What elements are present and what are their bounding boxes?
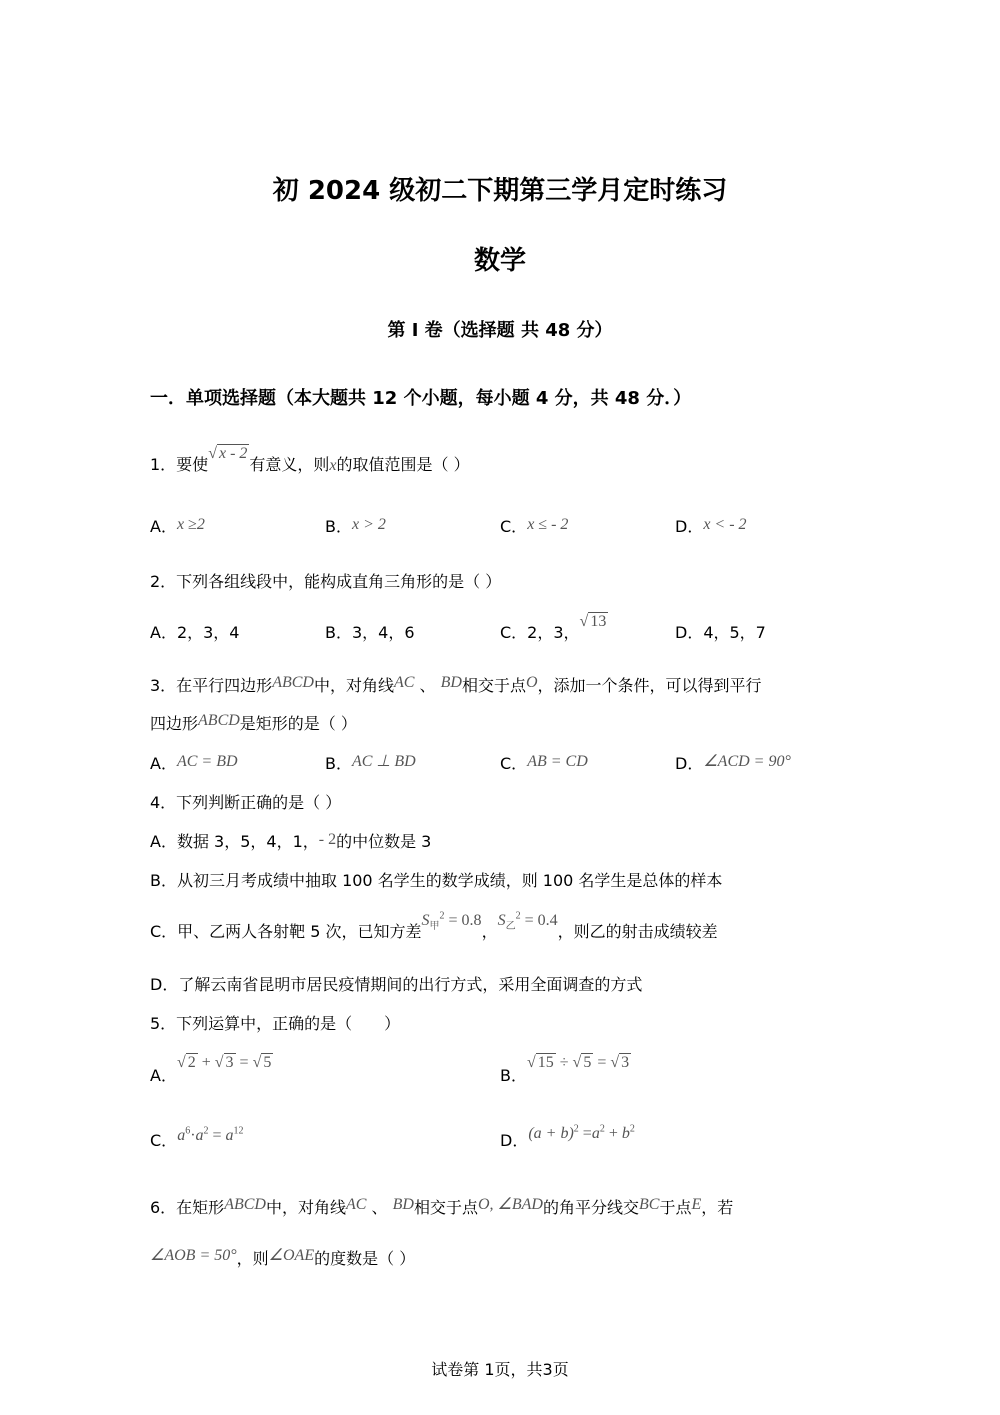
text: 四边形 [150, 714, 199, 733]
question-4: 4．下列判断正确的是（ ） [150, 793, 342, 812]
option-label: D． [500, 1131, 529, 1150]
q3-option-b [325, 751, 416, 774]
exam-title: 初 2024 级初二下期第三学月定时练习 [272, 176, 728, 206]
option-math: AB = CD [527, 753, 588, 770]
q3-option-a [150, 751, 238, 774]
option-math: x > 2 [351, 516, 386, 533]
option-label: B． [325, 754, 352, 773]
q1-option-a [150, 514, 205, 537]
q1-radicand: x - 2 [218, 445, 248, 462]
math-neg2: - 2 [318, 831, 337, 848]
math-s: S [497, 912, 506, 929]
question-3-line2 [150, 711, 357, 734]
option-label: C． [500, 754, 528, 773]
question-6-line2 [150, 1246, 415, 1269]
option-math: x < - 2 [703, 516, 747, 533]
base: a [591, 1125, 600, 1142]
math-s: S [421, 912, 430, 929]
question-1 [150, 445, 470, 475]
option-label: C． [500, 517, 528, 536]
math-sup: 2 [439, 910, 445, 922]
q2-radicand: 13 [590, 613, 607, 630]
q4-option-a [150, 829, 431, 852]
math-bd: BD [392, 1196, 414, 1213]
option-label: D． [675, 517, 704, 536]
question-6-line1 [150, 1195, 733, 1218]
option-label: C． [150, 1131, 178, 1150]
q1-text-pre: 1．要使 [150, 455, 209, 474]
text: 的角平分线交 [542, 1198, 639, 1217]
radicand: 3 [621, 1054, 630, 1071]
option-label: B． [325, 517, 352, 536]
math-aob: ∠AOB = 50° [150, 1247, 237, 1264]
option-math: ∠ACD = 90° [703, 753, 791, 770]
math-val: = 0.8 [448, 912, 482, 929]
q2-option-a: A．2，3，4 [150, 623, 240, 642]
option-label: B． [500, 1066, 527, 1085]
exp: 2 [203, 1125, 209, 1137]
op: = [582, 1125, 592, 1142]
text: ，则 [236, 1249, 269, 1268]
q5-c-math [177, 1127, 243, 1144]
option-label: A． [150, 1066, 177, 1085]
question-5: 5．下列运算中，正确的是（ ） [150, 1014, 401, 1033]
text: ，则乙的射击成绩较差 [557, 922, 718, 941]
text: 3．在平行四边形 [150, 676, 273, 695]
q5-a-math: √ 2 + √ 3 = √ 5 [176, 1054, 272, 1071]
text: 于点 [659, 1198, 692, 1217]
op: + [608, 1125, 618, 1142]
q3-option-c [500, 751, 588, 774]
text: 的中位数是 3 [336, 832, 432, 851]
math-sub: 甲 [429, 921, 440, 933]
q1-option-b [325, 514, 386, 537]
q5-d-math [528, 1125, 635, 1142]
q1-text-post: 的取值范围是（ ） [336, 455, 470, 474]
exp: 2 [629, 1123, 635, 1135]
base: a [177, 1127, 186, 1144]
math-ac: AC [345, 1196, 367, 1213]
op: = [239, 1054, 249, 1071]
op: ÷ [559, 1054, 569, 1071]
exp: 6 [185, 1125, 191, 1137]
math-o: O [525, 674, 538, 691]
base: (a + b) [528, 1125, 574, 1142]
math-bd: BD [440, 674, 462, 691]
variance-a [421, 910, 482, 933]
op: = [597, 1054, 607, 1071]
q5-option-d [500, 1123, 635, 1151]
text: ，若 [701, 1198, 734, 1217]
base: a [195, 1127, 204, 1144]
option-math: x ≥2 [176, 516, 205, 533]
text: 中，对角线 [265, 1198, 346, 1217]
q1-radical: √ x - 2 [208, 445, 248, 462]
q1-text-mid: 有意义，则 [249, 455, 330, 474]
math-oae: ∠OAE [268, 1247, 315, 1264]
option-text: C．2，3， [500, 623, 580, 642]
question-2: 2．下列各组线段中，能构成直角三角形的是（ ） [150, 572, 502, 591]
op: = [212, 1127, 222, 1144]
radicand: 5 [263, 1054, 272, 1071]
q2-option-b: B．3，4，6 [325, 623, 415, 642]
base: b [621, 1125, 630, 1142]
text: 相交于点 [413, 1198, 478, 1217]
option-label: A． [150, 754, 177, 773]
text: 是矩形的是（ ） [239, 714, 357, 733]
part-heading: 第 I 卷（选择题 共 48 分） [387, 320, 613, 341]
q5-option-c [150, 1125, 244, 1151]
q1-var: x [329, 457, 337, 474]
option-label: A． [150, 517, 177, 536]
op: · [190, 1127, 196, 1144]
q1-option-d [675, 514, 747, 537]
math-val: = 0.4 [524, 912, 558, 929]
q2-option-c [500, 613, 608, 643]
math-ac: AC [393, 674, 415, 691]
text: ，添加一个条件，可以得到平行 [537, 676, 762, 695]
math-sup: 2 [515, 910, 521, 922]
text: 的度数是（ ） [314, 1249, 416, 1268]
q4-option-c [150, 910, 718, 944]
math-abcd: ABCD [224, 1196, 266, 1213]
math-obad: O, ∠BAD [477, 1196, 543, 1213]
variance-b [497, 910, 558, 933]
exp: 2 [573, 1123, 579, 1135]
math-abcd: ABCD [272, 674, 314, 691]
q4-option-b: B．从初三月考成绩中抽取 100 名学生的数学成绩，则 100 名学生是总体的样本 [150, 871, 723, 890]
radicand: 5 [583, 1054, 592, 1071]
subject-title: 数学 [473, 246, 526, 276]
op: + [201, 1054, 211, 1071]
text: 6．在矩形 [150, 1198, 225, 1217]
text: A．数据 3，5，4，1， [150, 832, 319, 851]
q1-option-c [500, 514, 568, 537]
base: a [225, 1127, 234, 1144]
math-e: E [691, 1196, 702, 1213]
q3-option-d [675, 751, 791, 774]
text: 、 [419, 676, 436, 695]
option-label: D． [675, 754, 704, 773]
text: 、 [371, 1198, 388, 1217]
option-math: AC = BD [176, 753, 238, 770]
question-3-line1 [150, 673, 762, 696]
math-bc: BC [639, 1196, 660, 1213]
option-math: x ≤ - 2 [527, 516, 569, 533]
math-abcd: ABCD [198, 712, 240, 729]
exp: 12 [233, 1125, 244, 1137]
q2-radical: √ 13 [579, 613, 607, 630]
text: 中，对角线 [313, 676, 394, 695]
option-math: AC ⊥ BD [351, 753, 416, 770]
radicand: 3 [225, 1054, 234, 1071]
radicand: 15 [537, 1054, 554, 1071]
page-footer: 试卷第 1页，共3页 [431, 1360, 569, 1379]
q5-b-math: √ 15 ÷ √ 5 = √ 3 [526, 1054, 630, 1071]
q5-option-a [150, 1054, 273, 1086]
q2-option-d: D．4，5，7 [675, 623, 766, 642]
q4-option-d: D．了解云南省昆明市居民疫情期间的出行方式，采用全面调查的方式 [150, 975, 643, 994]
text: 相交于点 [461, 676, 526, 695]
q5-option-b [500, 1054, 631, 1086]
exp: 2 [599, 1123, 605, 1135]
math-sub: 乙 [505, 921, 516, 933]
section-heading: 一．单项选择题（本大题共 12 个小题，每小题 4 分，共 48 分．） [150, 388, 692, 409]
text: C．甲、乙两人各射靶 5 次，已知方差 [150, 922, 422, 941]
radicand: 2 [187, 1054, 196, 1071]
text: ， [481, 922, 498, 941]
